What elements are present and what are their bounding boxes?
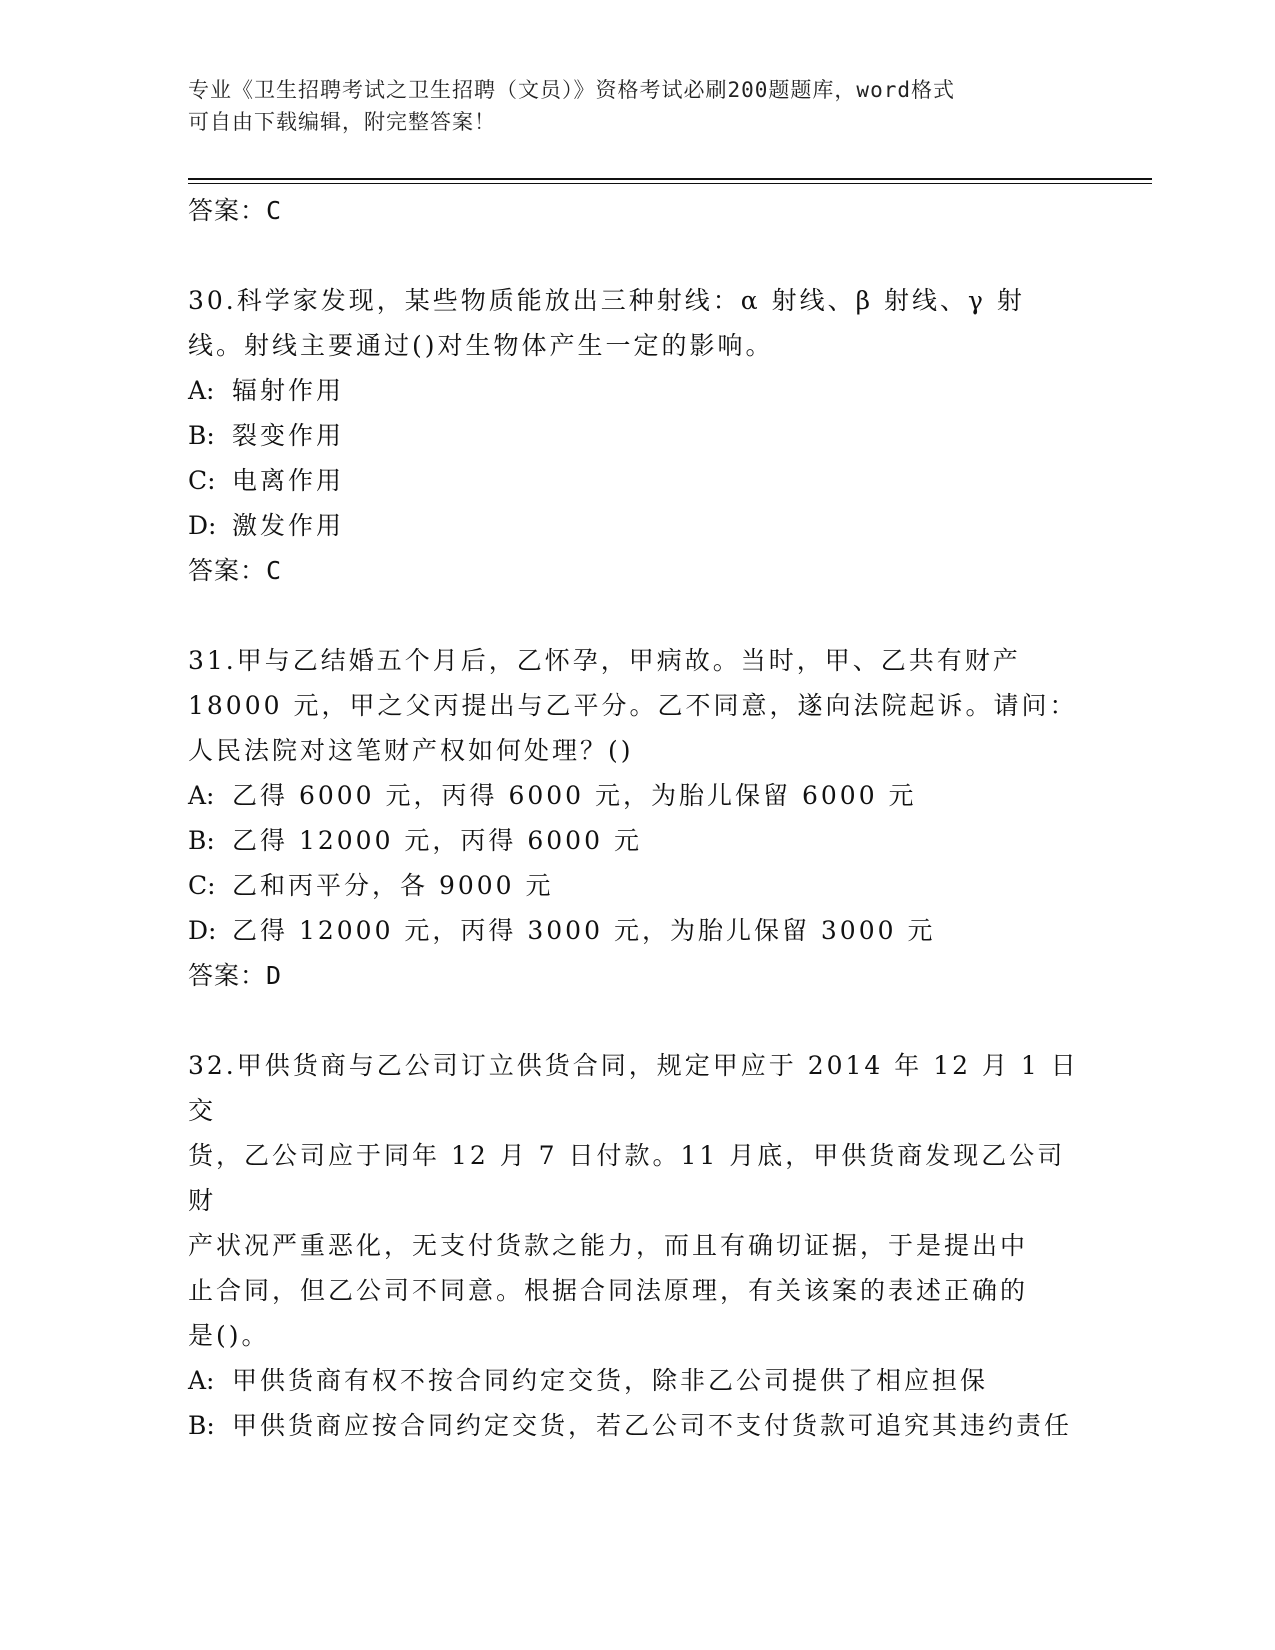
answer-label: 答案： [188, 961, 267, 990]
option-letter: C: [188, 871, 216, 900]
option-text: 甲供货商有权不按合同约定交货，除非乙公司提供了相应担保 [232, 1366, 989, 1395]
answer-label: 答案： [188, 196, 267, 225]
option-letter: D: [188, 511, 217, 540]
option-a [188, 773, 1088, 818]
question-stem-line: 18000 元，甲之父丙提出与乙平分。乙不同意，遂向法院起诉。请问： [188, 691, 1078, 720]
option-text: 辐射作用 [232, 376, 345, 405]
option-a [188, 1358, 1088, 1403]
option-text: 乙得 6000 元，丙得 6000 元，为胎儿保留 6000 元 [232, 781, 917, 810]
option-d [188, 908, 1088, 953]
question-answer [188, 548, 1088, 594]
option-letter: D: [188, 916, 217, 945]
option-text: 电离作用 [232, 466, 345, 495]
question-stem-line: 货，乙公司应于同年 12 月 7 日付款。11 月底，甲供货商发现乙公司财 [188, 1141, 1066, 1215]
question-stem-line: 产状况严重恶化，无支付货款之能力，而且有确切证据，于是提出中 [188, 1231, 1029, 1260]
option-letter: C: [188, 466, 216, 495]
option-b [188, 1403, 1088, 1448]
header-divider-thin [188, 183, 1152, 184]
header-title-line-2: 可自由下载编辑，附完整答案！ [188, 110, 496, 134]
header-title-line-1: 专业《卫生招聘考试之卫生招聘（文员）》资格考试必刷200题题库，word格式 [188, 78, 955, 102]
question-stem-line: 30.科学家发现，某些物质能放出三种射线：α 射线、β 射线、γ 射 [188, 286, 1025, 315]
option-letter: B: [188, 1411, 215, 1440]
previous-answer [188, 188, 1088, 234]
option-d [188, 503, 1088, 548]
question-stem-line: 线。射线主要通过()对生物体产生一定的影响。 [188, 331, 774, 360]
answer-label: 答案： [188, 556, 267, 585]
question-stem-line: 人民法院对这笔财产权如何处理？() [188, 736, 634, 765]
option-c [188, 458, 1088, 503]
spacer [188, 234, 1088, 278]
spacer [188, 999, 1088, 1043]
answer-value: C [266, 556, 283, 585]
question-stem-line: 止合同，但乙公司不同意。根据合同法原理，有关该案的表述正确的 [188, 1276, 1029, 1305]
option-letter: B: [188, 826, 215, 855]
option-letter: A: [188, 1366, 215, 1395]
option-text: 乙和丙平分，各 9000 元 [232, 871, 554, 900]
option-a [188, 368, 1088, 413]
question-30 [188, 278, 1088, 594]
option-text: 激发作用 [232, 511, 345, 540]
answer-value: C [266, 196, 283, 225]
question-stem-line: 是()。 [188, 1321, 270, 1350]
option-text: 甲供货商应按合同约定交货，若乙公司不支付货款可追究其违约责任 [232, 1411, 1073, 1440]
option-letter: B: [188, 421, 215, 450]
option-b [188, 413, 1088, 458]
option-b [188, 818, 1088, 863]
option-text: 乙得 12000 元，丙得 3000 元，为胎儿保留 3000 元 [232, 916, 936, 945]
option-letter: A: [188, 376, 215, 405]
option-c [188, 863, 1088, 908]
question-list [188, 188, 1088, 1448]
question-stem-line: 31.甲与乙结婚五个月后，乙怀孕，甲病故。当时，甲、乙共有财产 [188, 646, 1021, 675]
header-divider-thick [188, 178, 1152, 180]
answer-value: D [266, 961, 283, 990]
spacer [188, 594, 1088, 638]
option-letter: A: [188, 781, 215, 810]
page-header [188, 74, 1068, 138]
option-text: 裂变作用 [232, 421, 345, 450]
question-32 [188, 1043, 1088, 1448]
question-answer [188, 953, 1088, 999]
option-text: 乙得 12000 元，丙得 6000 元 [232, 826, 642, 855]
question-stem-line: 32.甲供货商与乙公司订立供货合同，规定甲应于 2014 年 12 月 1 日交 [188, 1051, 1079, 1125]
question-31 [188, 638, 1088, 999]
